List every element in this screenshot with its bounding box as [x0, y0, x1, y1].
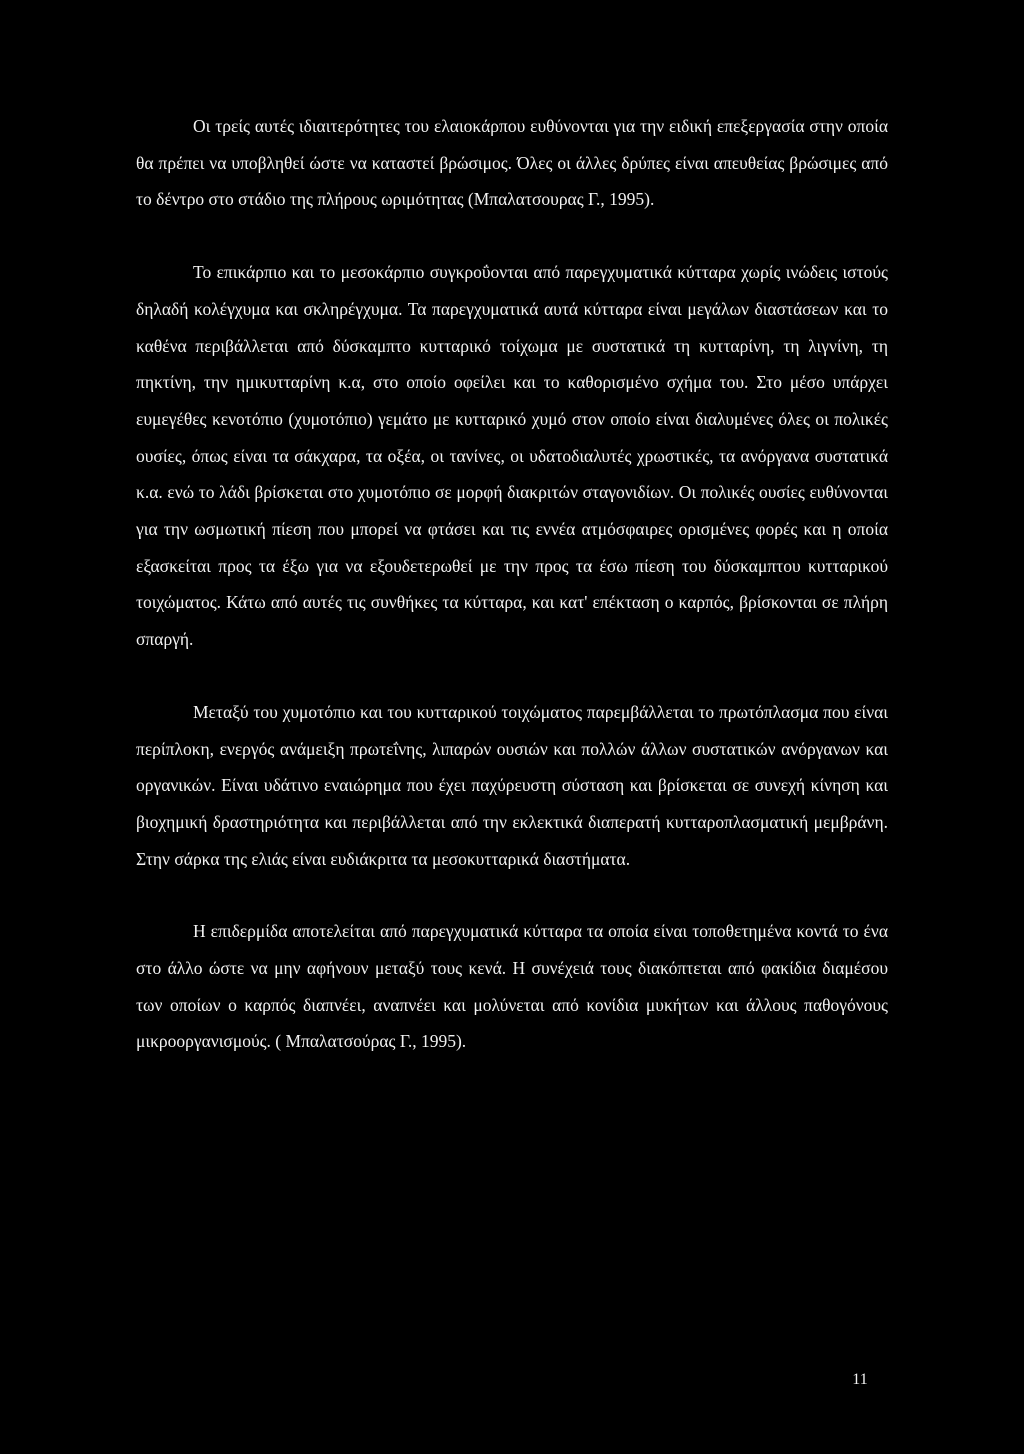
paragraph-2: Το επικάρπιο και το μεσοκάρπιο συγκροΰονται από παρεγχυματικά κύτταρα χωρίς ινώδεις ιστούς δηλαδή κολέγχυμα και σκληρέγχυμα. Τα παρεγχυματικά αυτά κύτταρα είναι μεγάλων διαστάσεων και το καθένα περιβάλλεται από δύσκαμπτο κυτταρικό τοίχωμα με συστατικά τη κυτταρίνη, τη λιγνίνη, τη πηκτίνη, την ημικυτταρίνη κ.α, στο οποίο οφείλει και το καθορισμένο σχήμα του. Στο μέσο υπάρχει ευμεγέθες κενοτόπιο (χυμοτόπιο) γεμάτο με κυτταρικό χυμό στον οποίο είναι διαλυμένες όλες οι πολικές ουσίες, όπως είναι τα σάκχαρα, τα οξέα, οι τανίνες, οι υδατοδιαλυτές χρωστικές, τα ανόργανα συστατικά κ.α. ενώ το λάδι βρίσκεται στο χυμοτόπιο σε μορφή διακριτών σταγονιδίων. Οι πολικές ουσίες ευθύνονται για την ωσμωτική πίεση που μπορεί να φτάσει και τις εννέα ατμόσφαιρες ορισμένες φορές και η οποία εξασκείται προς τα έξω για να εξουδετερωθεί με την προς τα έσω πίεση του δύσκαμπτου κυτταρικού τοιχώματος. Κάτω από αυτές τις συνθήκες τα κύτταρα, και κατ' επέκταση ο καρπός, βρίσκονται σε πλήρη σπαργή. [136, 262, 888, 650]
body-text [136, 108, 888, 1060]
paragraph-4: Η επιδερμίδα αποτελείται από παρεγχυματικά κύτταρα τα οποία είναι τοποθετημένα κοντά το ένα στο άλλο ώστε να μην αφήνουν μεταξύ τους κενά. Η συνέχειά τους διακόπτεται από φακίδια διαμέσου των οποίων ο καρπός διαπνέει, αναπνέει και μολύνεται από κονίδια μυκήτων και άλλους παθογόνους μικροοργανισμούς. ( Μπαλατσούρας Γ., 1995). [136, 921, 888, 1052]
paragraph-3: Μεταξύ του χυμοτόπιο και του κυτταρικού τοιχώματος παρεμβάλλεται το πρωτόπλασμα που είναι περίπλοκη, ενεργός ανάμειξη πρωτεΐνης, λιπαρών ουσιών και πολλών άλλων συστατικών ανόργανων και οργανικών. Είναι υδάτινο εναιώρημα που έχει παχύρευστη σύσταση και βρίσκεται σε συνεχή κίνηση και βιοχημική δραστηριότητα και περιβάλλεται από την εκλεκτικά διαπερατή κυτταροπλασματική μεμβράνη. Στην σάρκα της ελιάς είναι ευδιάκριτα τα μεσοκυτταρικά διαστήματα. [136, 701, 888, 869]
paragraph-1: Οι τρείς αυτές ιδιαιτερότητες του ελαιοκάρπου ευθύνονται για την ειδική επεξεργασία στην οποία θα πρέπει να υποβληθεί ώστε να καταστεί βρώσιμος. Όλες οι άλλες δρύπες είναι απευθείας βρώσιμες από το δέντρο στο στάδιο της πλήρους ωριμότητας (Μπαλατσουρας Γ., 1995). [136, 116, 888, 210]
page-number: 11 [852, 1371, 868, 1388]
